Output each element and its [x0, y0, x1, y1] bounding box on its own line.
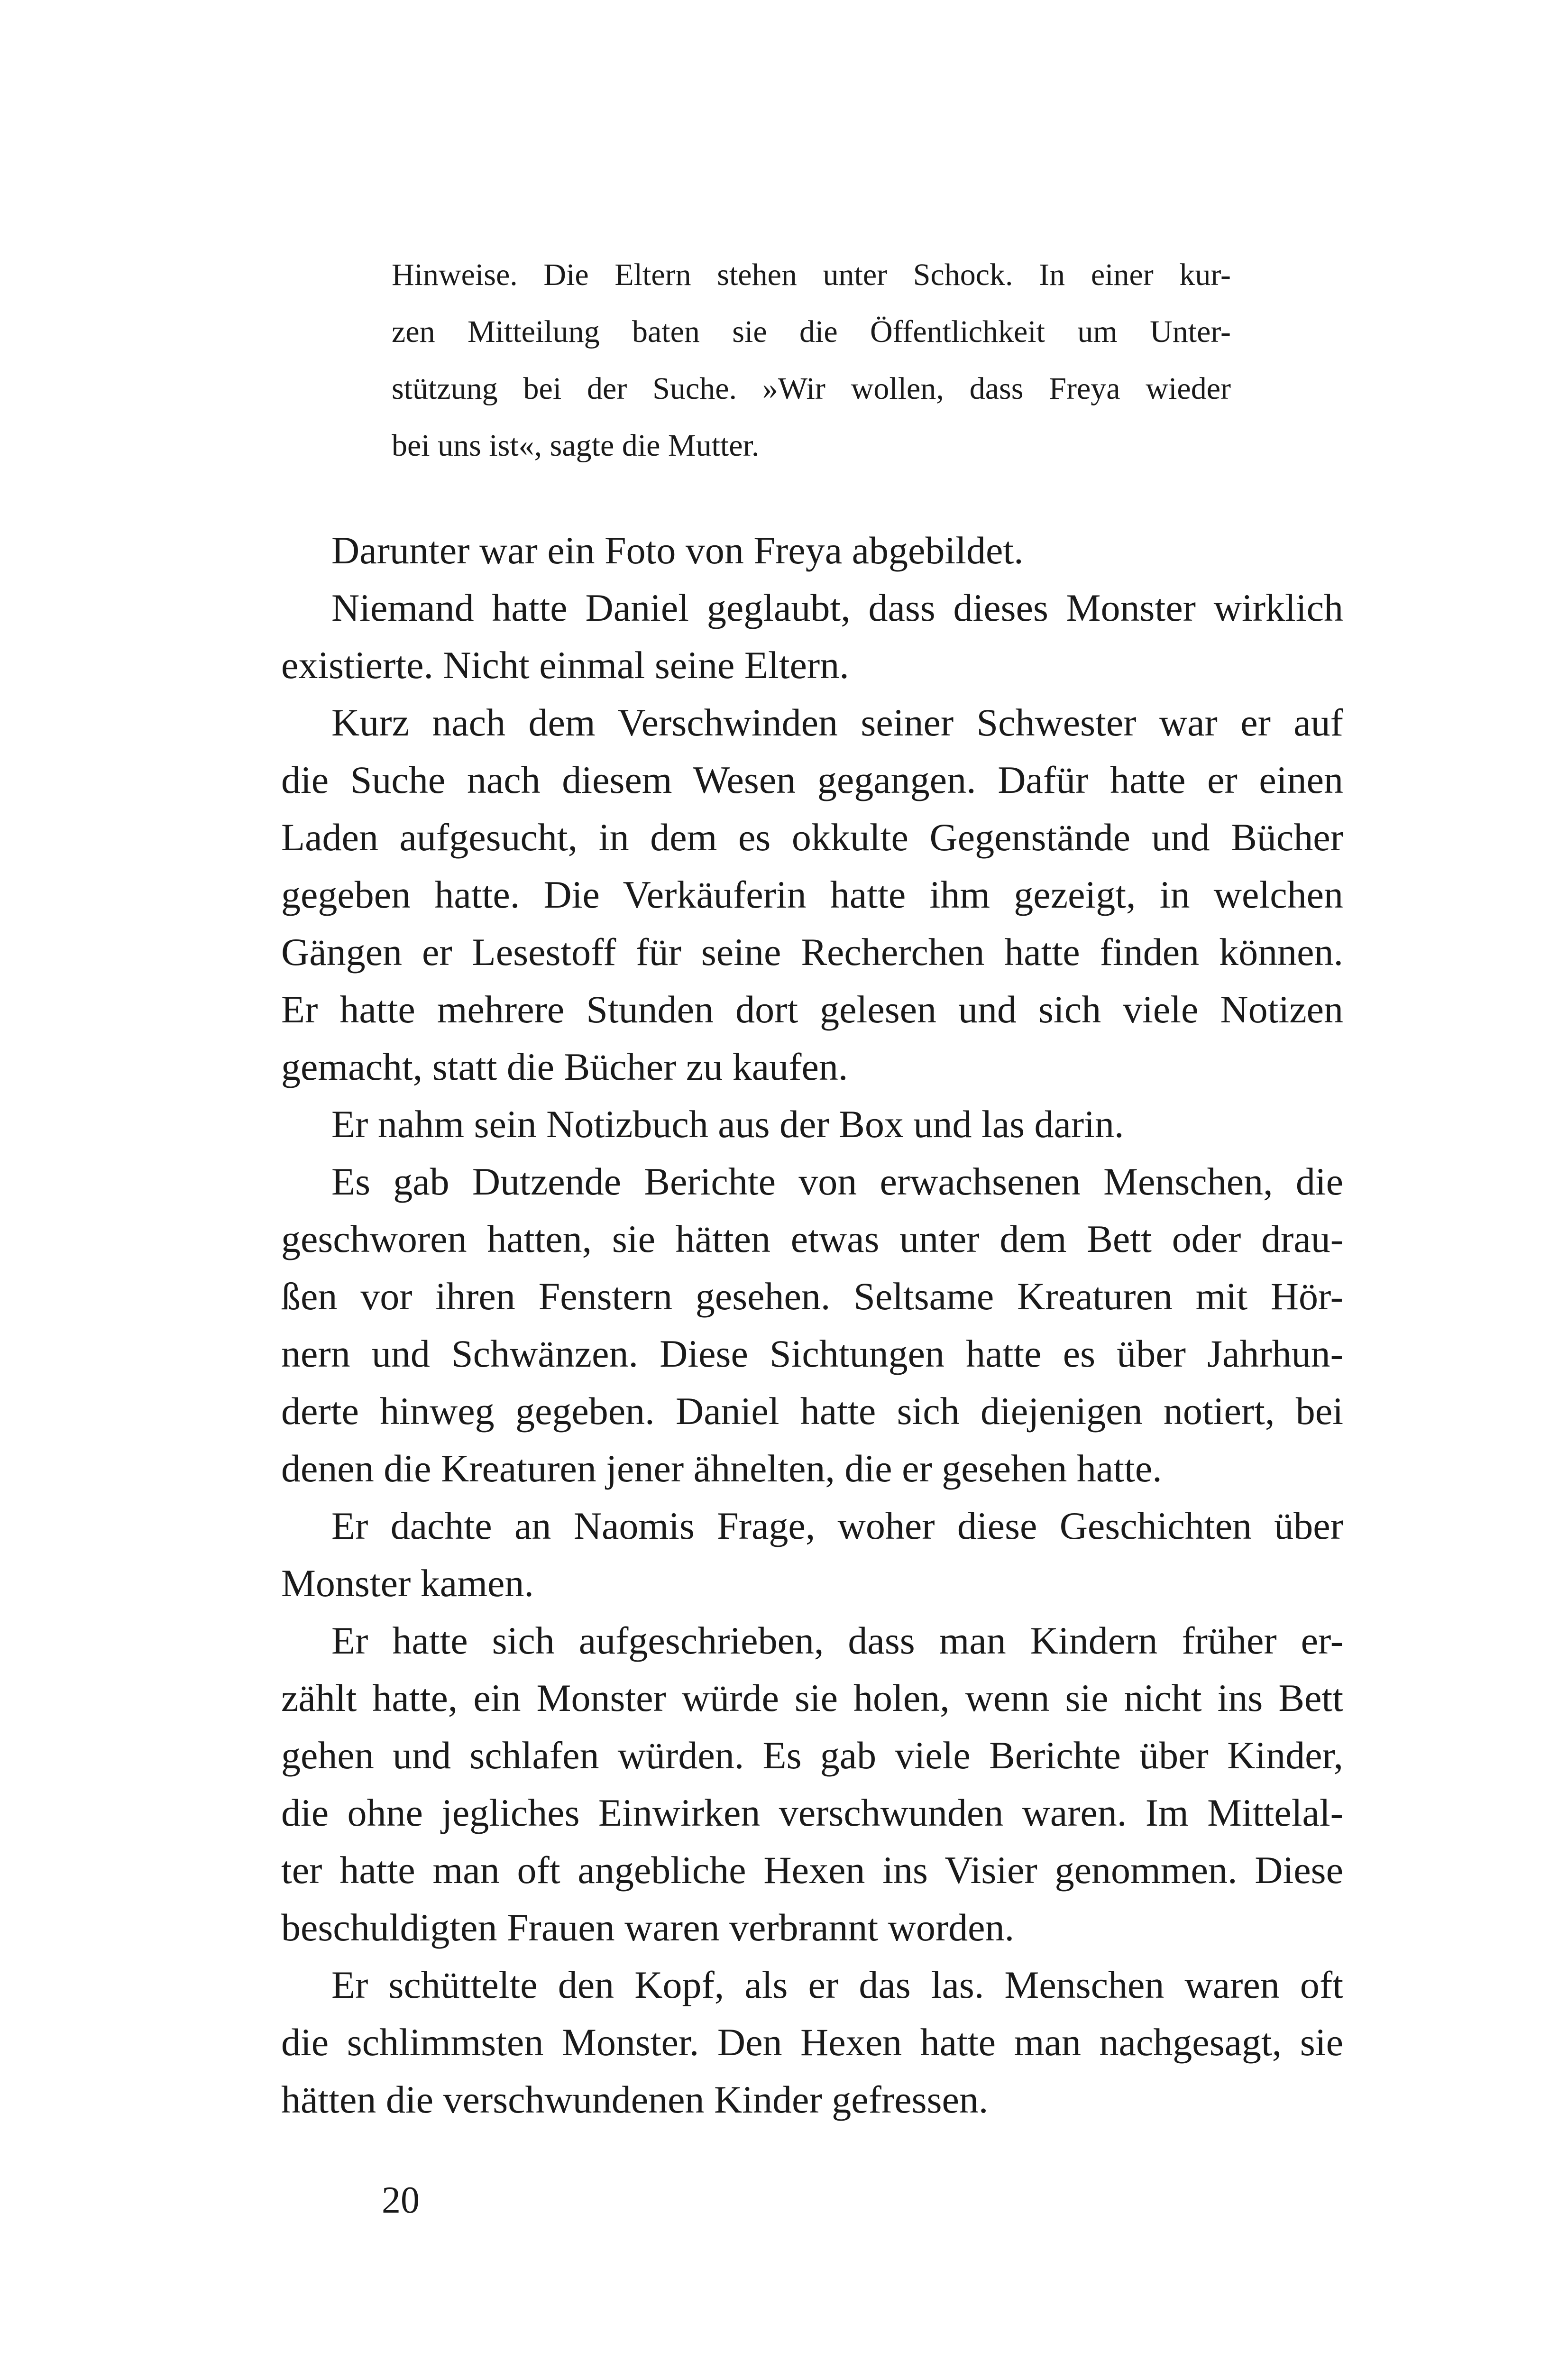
text-line: Darunter war ein Foto von Freya abgebildet.: [331, 529, 1024, 572]
text-line: Es gab Dutzende Berichte von erwachsenen Menschen, die: [331, 1160, 1343, 1203]
text-line: zählt hatte, ein Monster würde sie holen, wenn sie nicht ins Bett: [281, 1676, 1343, 1719]
text-line: die ohne jegliches Einwirken verschwunden waren. Im Mittelal-: [281, 1791, 1343, 1834]
text-line: gegeben hatte. Die Verkäuferin hatte ihm gezeigt, in welchen: [281, 873, 1343, 916]
text-line: Niemand hatte Daniel geglaubt, dass dieses Monster wirklich: [331, 586, 1343, 629]
text-line: Gängen er Lesestoff für seine Recherchen hatte finden können.: [281, 930, 1343, 974]
text-line: denen die Kreaturen jener ähnelten, die er gesehen hatte.: [281, 1447, 1162, 1490]
quote-line: stützung bei der Suche. »Wir wollen, dass Freya wieder: [392, 371, 1231, 406]
block-quote: [392, 247, 1231, 474]
text-line: gehen und schlafen würden. Es gab viele Berichte über Kinder,: [281, 1734, 1343, 1777]
text-line: Er schüttelte den Kopf, als er das las. Menschen waren oft: [331, 1963, 1343, 2006]
text-line: ter hatte man oft angebliche Hexen ins Visier genommen. Diese: [281, 1848, 1343, 1892]
text-line: existierte. Nicht einmal seine Eltern.: [281, 643, 849, 687]
text-line: Kurz nach dem Verschwinden seiner Schwester war er auf: [331, 701, 1343, 744]
text-line: hätten die verschwundenen Kinder gefressen.: [281, 2078, 989, 2121]
text-line: Er dachte an Naomis Frage, woher diese Geschichten über: [331, 1504, 1343, 1547]
text-line: Er hatte mehrere Stunden dort gelesen und sich viele Notizen: [281, 988, 1343, 1031]
quote-line: zen Mitteilung baten sie die Öffentlichkeit um Unter-: [392, 314, 1231, 349]
text-line: Laden aufgesucht, in dem es okkulte Gegenstände und Bücher: [281, 816, 1343, 859]
quote-line: Hinweise. Die Eltern stehen unter Schock. In einer kur-: [392, 257, 1231, 292]
body-text: [281, 522, 1343, 2128]
text-line: nern und Schwänzen. Diese Sichtungen hatte es über Jahrhun-: [281, 1332, 1343, 1375]
quote-line: bei uns ist«, sagte die Mutter.: [392, 428, 760, 463]
text-line: derte hinweg gegeben. Daniel hatte sich diejenigen notiert, bei: [281, 1389, 1343, 1433]
text-line: die schlimmsten Monster. Den Hexen hatte man nachgesagt, sie: [281, 2021, 1343, 2064]
text-line: ßen vor ihren Fenstern gesehen. Seltsame Kreaturen mit Hör-: [281, 1275, 1343, 1318]
text-line: Er hatte sich aufgeschrieben, dass man Kindern früher er-: [331, 1619, 1343, 1662]
text-line: Monster kamen.: [281, 1562, 534, 1605]
text-line: geschworen hatten, sie hätten etwas unter dem Bett oder drau-: [281, 1217, 1343, 1260]
page-number: 20: [382, 2179, 420, 2221]
text-line: beschuldigten Frauen waren verbrannt worden.: [281, 1906, 1015, 1949]
text-line: Er nahm sein Notizbuch aus der Box und las darin.: [331, 1103, 1124, 1146]
text-line: gemacht, statt die Bücher zu kaufen.: [281, 1045, 848, 1088]
text-line: die Suche nach diesem Wesen gegangen. Dafür hatte er einen: [281, 758, 1343, 801]
